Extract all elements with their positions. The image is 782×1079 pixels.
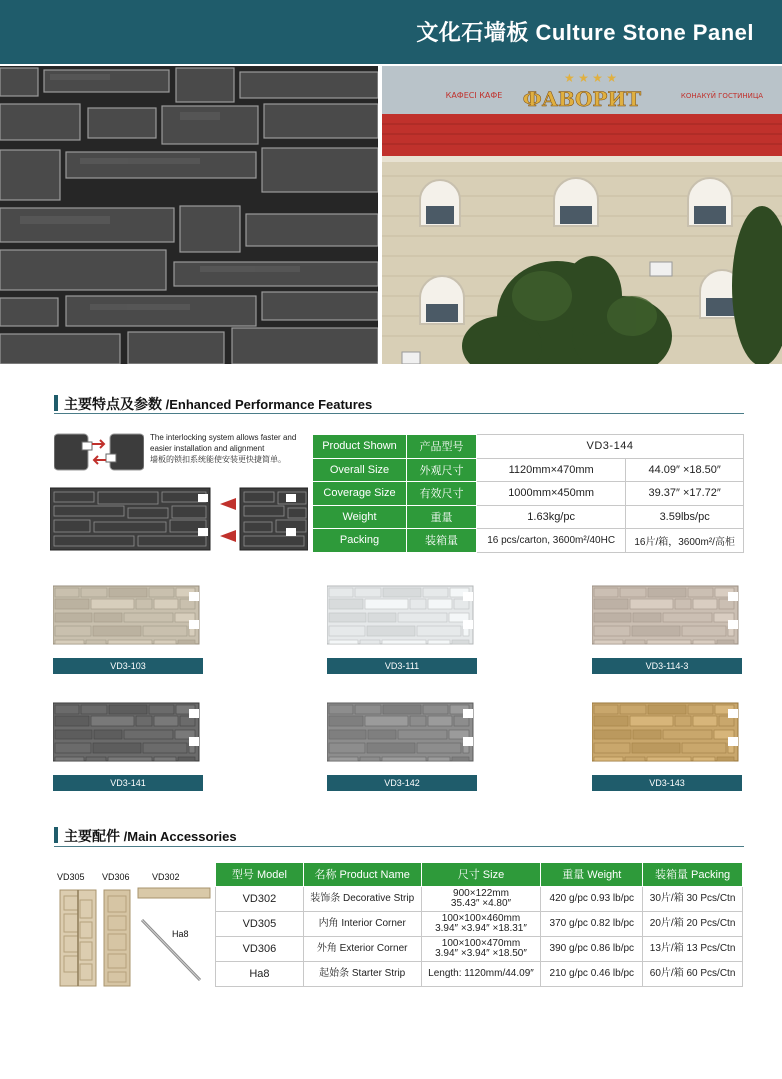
accessories-rule xyxy=(54,846,744,847)
col-header: 尺寸 Size xyxy=(421,863,541,887)
table-row xyxy=(216,912,743,937)
cell-packing: 13片/箱 13 Pcs/Ctn xyxy=(643,937,743,962)
spec-value: VD3-144 xyxy=(477,435,744,459)
cell-model: VD302 xyxy=(216,887,304,912)
accessories-table xyxy=(215,862,743,987)
cell-weight: 390 g/pc 0.86 lb/pc xyxy=(541,937,643,962)
spec-row xyxy=(313,435,744,459)
sign-main: ФАВОРИТ xyxy=(522,87,642,111)
col-header: 装箱量 Packing xyxy=(643,863,743,887)
cell-weight: 210 g/pc 0.46 lb/pc xyxy=(541,962,643,987)
variant-label: VD3-111 xyxy=(327,658,477,674)
spec-row xyxy=(313,505,744,529)
features-heading-en: /Enhanced Performance Features xyxy=(165,397,373,412)
cell-size-imperial: 3.94″ ×3.94″ ×18.50″ xyxy=(435,948,527,959)
spec-label-cn: 有效尺寸 xyxy=(407,482,477,506)
pic-label-vd306: VD306 xyxy=(102,872,130,882)
variant-panel-image xyxy=(327,580,477,646)
heading-bar xyxy=(54,827,58,843)
spec-row xyxy=(313,482,744,506)
variant-panel-image xyxy=(327,697,477,763)
features-heading-cn: 主要特点及参数 xyxy=(64,396,162,412)
spec-label: Product Shown xyxy=(313,435,407,459)
panel-illustration xyxy=(50,484,308,554)
cell-packing: 60片/箱 60 Pcs/Ctn xyxy=(643,962,743,987)
heading-bar xyxy=(54,395,58,411)
spec-label-cn: 产品型号 xyxy=(407,435,477,459)
spec-imperial: 44.09″ ×18.50″ xyxy=(626,458,744,482)
cell-name: 内角 Interior Corner xyxy=(303,912,421,937)
variant-tile[interactable] xyxy=(592,580,742,674)
cell-model: VD306 xyxy=(216,937,304,962)
pic-label-ha8: Ha8 xyxy=(172,929,189,939)
cell-name: 外角 Exterior Corner xyxy=(303,937,421,962)
table-row xyxy=(216,937,743,962)
variant-tile[interactable] xyxy=(53,580,203,674)
spec-label: Overall Size xyxy=(313,458,407,482)
variant-panel-image xyxy=(592,697,742,763)
spec-label: Weight xyxy=(313,505,407,529)
cell-size xyxy=(421,912,541,937)
interlock-text-en: The interlocking system allows faster and easier installation and alignment xyxy=(150,433,297,453)
cell-size xyxy=(421,937,541,962)
variant-tile[interactable] xyxy=(327,580,477,674)
spec-row xyxy=(313,458,744,482)
variant-label: VD3-103 xyxy=(53,658,203,674)
spec-label: Packing xyxy=(313,529,407,553)
cell-name: 装饰条 Decorative Strip xyxy=(303,887,421,912)
col-header: 型号 Model xyxy=(216,863,304,887)
sign-right: КОНАКҮЙ ГОСТИНИЦА xyxy=(680,92,764,100)
spec-row xyxy=(313,529,744,553)
accessory-illustration xyxy=(54,884,214,988)
spec-metric: 1.63kg/pc xyxy=(477,505,626,529)
table-row xyxy=(216,962,743,987)
cell-weight: 370 g/pc 0.82 lb/pc xyxy=(541,912,643,937)
stone-wall-photo xyxy=(0,66,378,364)
interlock-diagram xyxy=(54,430,144,474)
cell-model: Ha8 xyxy=(216,962,304,987)
page-header xyxy=(0,0,782,64)
col-header: 重量 Weight xyxy=(541,863,643,887)
spec-label: Coverage Size xyxy=(313,482,407,506)
cell-size xyxy=(421,887,541,912)
pic-label-vd305: VD305 xyxy=(57,872,85,882)
accessories-heading-en: /Main Accessories xyxy=(123,829,237,844)
spec-table xyxy=(312,434,744,553)
spec-imperial: 3.59lbs/pc xyxy=(626,505,744,529)
cell-size-metric: 900×122mm xyxy=(453,888,509,899)
cell-name: 起始条 Starter Strip xyxy=(303,962,421,987)
cell-packing: 30片/箱 30 Pcs/Ctn xyxy=(643,887,743,912)
cell-weight: 420 g/pc 0.93 lb/pc xyxy=(541,887,643,912)
interlock-text xyxy=(150,432,310,465)
cell-size-imperial: 35.43″ ×4.80″ xyxy=(450,898,512,909)
interlock-text-cn: 墙板的锁扣系统能使安装更快捷简单。 xyxy=(150,455,286,464)
table-row xyxy=(216,887,743,912)
variant-label: VD3-141 xyxy=(53,775,203,791)
cell-size-imperial: 3.94″ ×3.94″ ×18.31″ xyxy=(435,923,527,934)
page-title: 文化石墙板 Culture Stone Panel xyxy=(416,20,754,45)
spec-imperial: 16片/箱，3600m²/高柜 xyxy=(626,529,744,553)
table-header-row xyxy=(216,863,743,887)
cell-size-metric: 100×100×470mm xyxy=(441,938,521,949)
variant-tile[interactable] xyxy=(327,697,477,791)
accessories-heading-cn: 主要配件 xyxy=(64,828,120,844)
cell-size-metric: Length: 1120mm/44.09″ xyxy=(428,968,534,979)
features-rule xyxy=(54,413,744,414)
spec-label-cn: 外观尺寸 xyxy=(407,458,477,482)
cell-model: VD305 xyxy=(216,912,304,937)
variant-panel-image xyxy=(53,697,203,763)
spec-imperial: 39.37″ ×17.72″ xyxy=(626,482,744,506)
variant-tile[interactable] xyxy=(592,697,742,791)
pic-label-vd302: VD302 xyxy=(152,872,180,882)
cell-packing: 20片/箱 20 Pcs/Ctn xyxy=(643,912,743,937)
variant-label: VD3-142 xyxy=(327,775,477,791)
spec-label-cn: 重量 xyxy=(407,505,477,529)
svg-text:★ ★ ★ ★: ★ ★ ★ ★ xyxy=(564,71,618,85)
variant-tile[interactable] xyxy=(53,697,203,791)
variant-panel-image xyxy=(53,580,203,646)
variant-label: VD3-114-3 xyxy=(592,658,742,674)
spec-metric: 16 pcs/carton, 3600m²/40HC xyxy=(477,529,626,553)
col-header: 名称 Product Name xyxy=(303,863,421,887)
spec-metric: 1120mm×470mm xyxy=(477,458,626,482)
variant-label: VD3-143 xyxy=(592,775,742,791)
spec-metric: 1000mm×450mm xyxy=(477,482,626,506)
variant-panel-image xyxy=(592,580,742,646)
spec-label-cn: 装箱量 xyxy=(407,529,477,553)
cell-size xyxy=(421,962,541,987)
building-photo xyxy=(382,66,782,364)
sign-left: КАФЕСI КАФЕ xyxy=(445,91,503,100)
cell-size-metric: 100×100×460mm xyxy=(441,913,521,924)
